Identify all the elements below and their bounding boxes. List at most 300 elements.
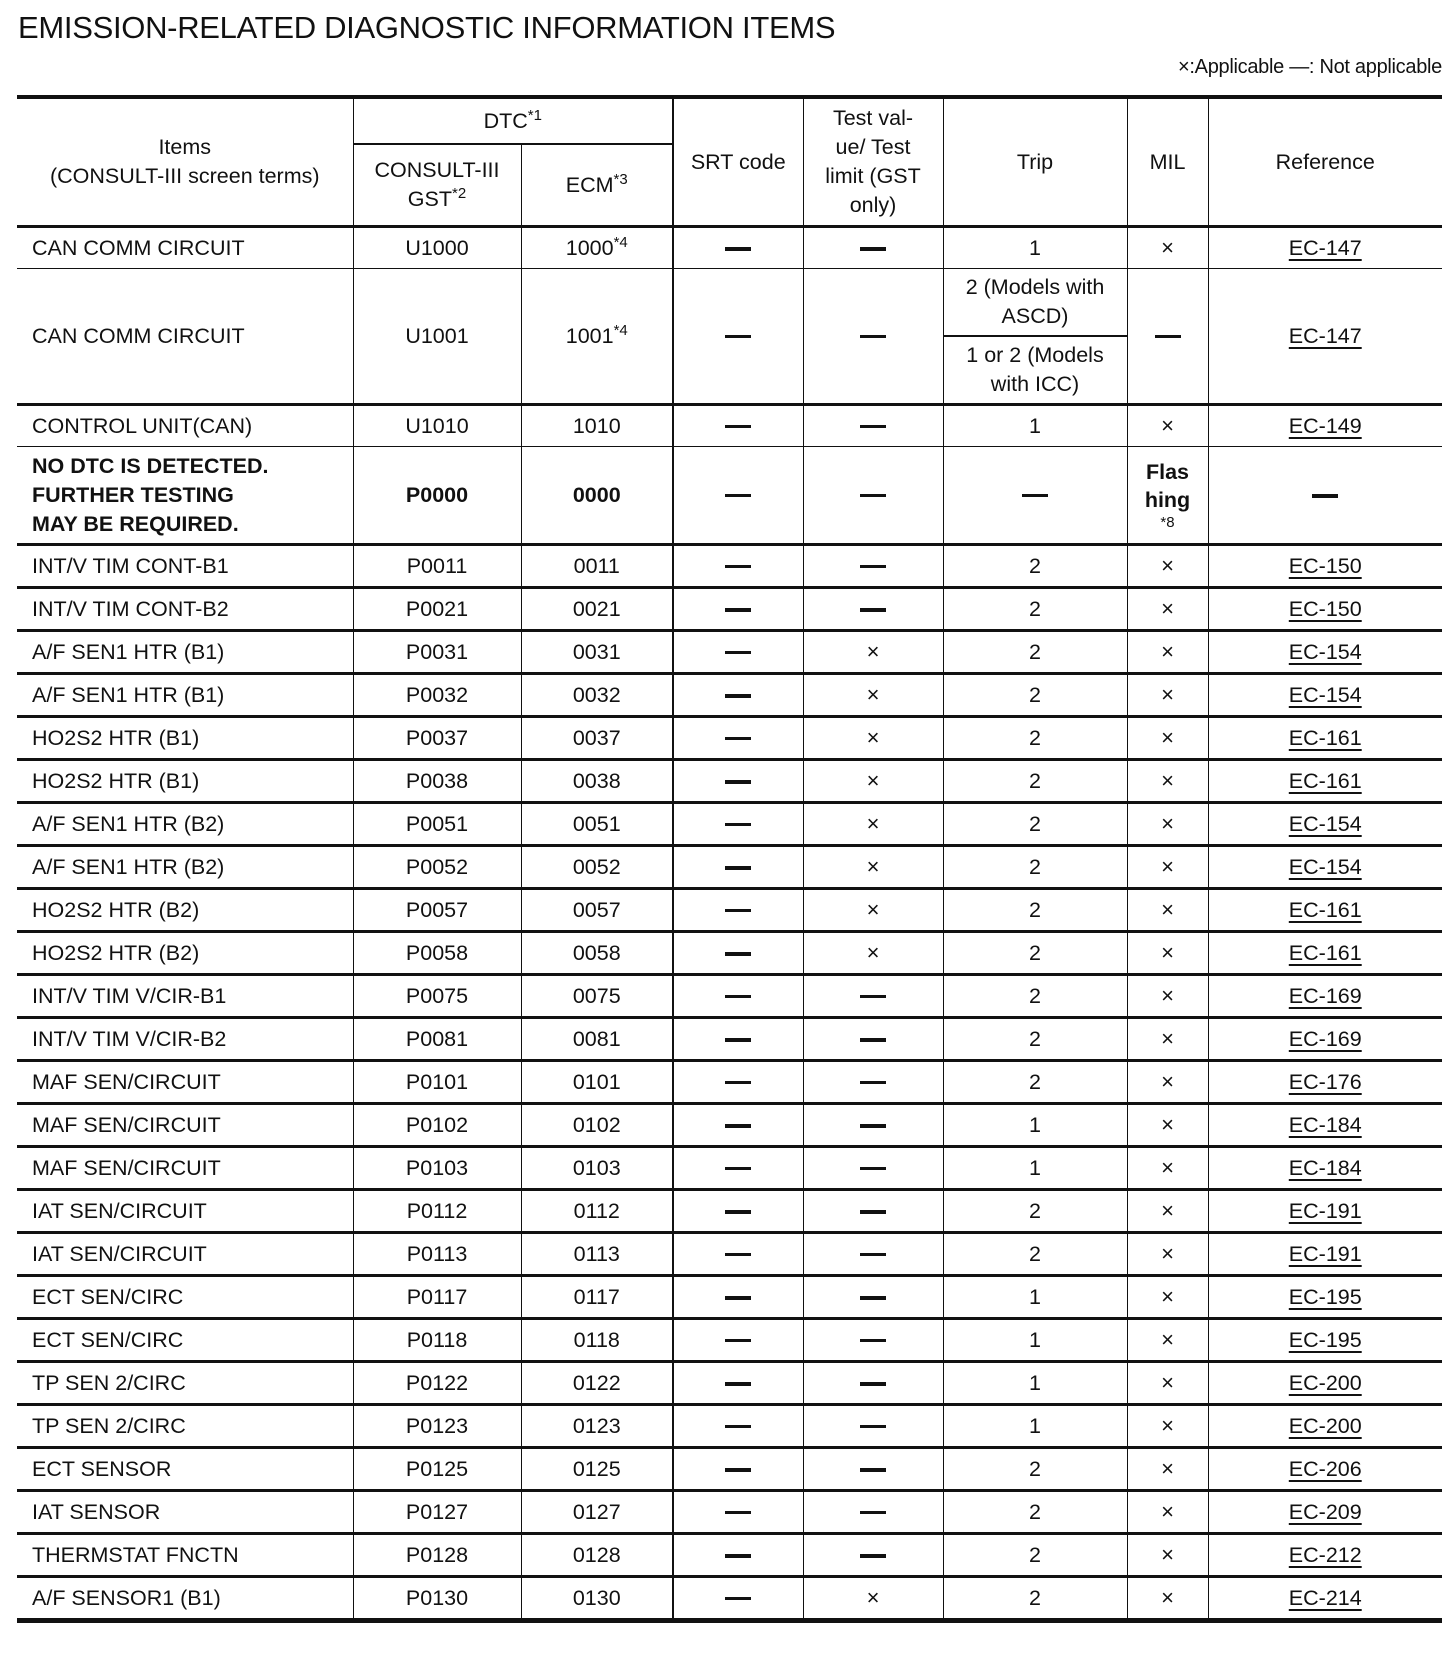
reference-link[interactable]: EC-147 [1288, 235, 1362, 260]
dash-icon [725, 425, 751, 428]
cell-item: IAT SENSOR [17, 1491, 353, 1534]
dash-icon [725, 995, 751, 998]
cell-test [803, 674, 943, 717]
table-row [17, 545, 1442, 588]
dash-icon [860, 1210, 886, 1214]
reference-link[interactable]: EC-200 [1288, 1370, 1362, 1395]
cell-consult: P0075 [353, 975, 521, 1018]
dash-icon [860, 247, 886, 251]
cell-mil [1127, 932, 1208, 975]
dash-icon [725, 1253, 751, 1256]
dash-icon [725, 694, 751, 698]
dash-icon [725, 1081, 751, 1084]
cell-consult: P0112 [353, 1190, 521, 1233]
cell-ecm: 0123 [521, 1405, 673, 1448]
cell-trip: 2 [943, 1448, 1127, 1491]
footnote-ref: *4 [613, 321, 628, 339]
header-mil: MIL [1127, 97, 1208, 227]
item-line1: NO DTC IS DETECTED. [32, 453, 269, 478]
cell-ref [1208, 1190, 1442, 1233]
cell-trip: 1 [943, 1276, 1127, 1319]
dash-icon [725, 494, 751, 497]
cell-consult: P0011 [353, 545, 521, 588]
cell-test [803, 1448, 943, 1491]
applicable-x-icon: × [1161, 1155, 1174, 1180]
applicable-x-icon: × [1161, 553, 1174, 578]
cell-mil [1127, 1104, 1208, 1147]
applicable-x-icon: × [1161, 1499, 1174, 1524]
cell-ref [1208, 1276, 1442, 1319]
cell-trip: 2 [943, 803, 1127, 846]
cell-srt [673, 588, 803, 631]
table-row [17, 674, 1442, 717]
applicable-x-icon: × [1161, 940, 1174, 965]
cell-ref [1208, 1448, 1442, 1491]
cell-srt [673, 1190, 803, 1233]
cell-ref [1208, 1362, 1442, 1405]
cell-consult: P0117 [353, 1276, 521, 1319]
cell-mil [1127, 889, 1208, 932]
cell-trip: 2 [943, 631, 1127, 674]
cell-consult: P0103 [353, 1147, 521, 1190]
applicable-x-icon: × [1161, 1198, 1174, 1223]
table-row [17, 1491, 1442, 1534]
cell-item: HO2S2 HTR (B1) [17, 717, 353, 760]
cell-item: TP SEN 2/CIRC [17, 1362, 353, 1405]
reference-link[interactable]: EC-176 [1288, 1069, 1362, 1094]
reference-link[interactable]: EC-169 [1288, 983, 1362, 1008]
dash-icon [860, 1468, 886, 1472]
cell-test [803, 631, 943, 674]
reference-link[interactable]: EC-212 [1288, 1542, 1362, 1567]
dash-icon [725, 1296, 751, 1300]
applicable-x-icon: × [1161, 1585, 1174, 1610]
cell-ecm: 0057 [521, 889, 673, 932]
cell-consult: U1010 [353, 405, 521, 447]
dash-icon [860, 1339, 886, 1342]
cell-trip: 2 [943, 674, 1127, 717]
dash-icon [860, 1253, 886, 1256]
cell-consult: P0102 [353, 1104, 521, 1147]
header-test-line3: limit (GST [825, 164, 921, 188]
cell-srt [673, 1534, 803, 1577]
cell-ref [1208, 588, 1442, 631]
cell-trip: 2 [943, 588, 1127, 631]
cell-test [803, 803, 943, 846]
reference-link[interactable]: EC-154 [1288, 854, 1362, 879]
applicable-x-icon: × [1161, 1241, 1174, 1266]
reference-link[interactable]: EC-169 [1288, 1026, 1362, 1051]
applicable-x-icon: × [1161, 1069, 1174, 1094]
cell-item: HO2S2 HTR (B1) [17, 760, 353, 803]
dash-icon [860, 494, 886, 497]
applicable-x-icon: × [1161, 639, 1174, 664]
reference-link[interactable]: EC-161 [1288, 897, 1362, 922]
table-row [17, 846, 1442, 889]
table-row [17, 1190, 1442, 1233]
cell-mil [1127, 269, 1208, 405]
cell-ecm: 0038 [521, 760, 673, 803]
reference-link[interactable]: EC-214 [1288, 1585, 1362, 1610]
cell-srt [673, 1577, 803, 1621]
applicable-x-icon: × [1161, 854, 1174, 879]
cell-ref [1208, 1018, 1442, 1061]
applicable-x-icon: × [1161, 1284, 1174, 1309]
header-items-line1: Items [158, 135, 212, 159]
cell-consult: P0113 [353, 1233, 521, 1276]
cell-srt [673, 1276, 803, 1319]
header-ecm [521, 144, 673, 227]
table-row [17, 631, 1442, 674]
cell-mil [1127, 1448, 1208, 1491]
cell-trip: 1 [943, 1405, 1127, 1448]
cell-test [803, 846, 943, 889]
cell-test [803, 1491, 943, 1534]
dash-icon [1312, 494, 1338, 498]
applicable-x-icon: × [1161, 413, 1174, 438]
table-row [17, 803, 1442, 846]
cell-consult: P0125 [353, 1448, 521, 1491]
cell-item: INT/V TIM V/CIR-B1 [17, 975, 353, 1018]
cell-srt [673, 405, 803, 447]
cell-srt [673, 269, 803, 405]
cell-item: A/F SEN1 HTR (B2) [17, 803, 353, 846]
cell-ref [1208, 447, 1442, 545]
ecm-code: 1000 [565, 235, 614, 260]
cell-ref [1208, 846, 1442, 889]
table-row [17, 269, 1442, 337]
cell-ecm: 0128 [521, 1534, 673, 1577]
cell-ref [1208, 1233, 1442, 1276]
dash-icon [725, 780, 751, 784]
applicable-x-icon: × [1161, 1112, 1174, 1137]
cell-ref [1208, 1061, 1442, 1104]
reference-link[interactable]: EC-161 [1288, 768, 1362, 793]
cell-ref [1208, 1577, 1442, 1621]
dash-icon [860, 1124, 886, 1128]
dash-icon [725, 1210, 751, 1214]
cell-ecm: 0113 [521, 1233, 673, 1276]
applicable-x-icon: × [1161, 768, 1174, 793]
cell-ecm: 0000 [521, 447, 673, 545]
cell-srt [673, 545, 803, 588]
dash-icon [725, 1597, 751, 1600]
dash-icon [1155, 335, 1181, 338]
cell-ref [1208, 1147, 1442, 1190]
cell-item: ECT SEN/CIRC [17, 1276, 353, 1319]
table-row [17, 760, 1442, 803]
cell-test [803, 1018, 943, 1061]
cell-srt [673, 717, 803, 760]
dash-icon [860, 565, 886, 568]
dash-icon [725, 737, 751, 740]
cell-trip: 1 [943, 1319, 1127, 1362]
cell-trip: 1 [943, 1362, 1127, 1405]
header-items-line2: (CONSULT-III screen terms) [49, 164, 320, 188]
cell-test [803, 1061, 943, 1104]
applicable-x-icon: × [1161, 682, 1174, 707]
cell-mil [1127, 1233, 1208, 1276]
cell-mil [1127, 803, 1208, 846]
cell-ref [1208, 545, 1442, 588]
trip-asc-text: 2 (Models with ASCD) [965, 275, 1105, 328]
header-srt: SRT code [673, 97, 803, 227]
reference-link[interactable]: EC-200 [1288, 1413, 1362, 1438]
cell-ecm: 0112 [521, 1190, 673, 1233]
table-row [17, 227, 1442, 269]
dash-icon [860, 1554, 886, 1558]
applicable-x-icon: × [866, 811, 880, 836]
header-dtc-label: DTC [483, 108, 528, 133]
cell-mil [1127, 1061, 1208, 1104]
cell-item: CAN COMM CIRCUIT [17, 227, 353, 269]
table-row [17, 1233, 1442, 1276]
cell-trip: 2 [943, 846, 1127, 889]
header-test-line1: Test val- [832, 106, 914, 130]
reference-link[interactable]: EC-184 [1288, 1112, 1362, 1137]
ecm-code: 1001 [565, 323, 614, 348]
reference-link[interactable]: EC-154 [1288, 811, 1362, 836]
dash-icon [860, 1038, 886, 1042]
cell-trip: 2 [943, 717, 1127, 760]
reference-link[interactable]: EC-191 [1288, 1241, 1362, 1266]
cell-item: A/F SEN1 HTR (B1) [17, 631, 353, 674]
cell-mil [1127, 405, 1208, 447]
dash-icon [860, 995, 886, 998]
cell-srt [673, 1405, 803, 1448]
footnote-ref: *3 [613, 170, 628, 188]
cell-consult: P0101 [353, 1061, 521, 1104]
cell-consult: P0058 [353, 932, 521, 975]
reference-link[interactable]: EC-150 [1288, 596, 1362, 621]
cell-test [803, 889, 943, 932]
cell-item: INT/V TIM V/CIR-B2 [17, 1018, 353, 1061]
cell-ref [1208, 405, 1442, 447]
dash-icon [725, 1554, 751, 1558]
table-row [17, 1018, 1442, 1061]
cell-item: INT/V TIM CONT-B1 [17, 545, 353, 588]
diagnostic-items-table [17, 95, 1442, 1623]
cell-mil [1127, 1018, 1208, 1061]
cell-ecm: 0075 [521, 975, 673, 1018]
cell-test [803, 1319, 943, 1362]
reference-link[interactable]: EC-147 [1288, 323, 1362, 348]
cell-test [803, 932, 943, 975]
cell-item: MAF SEN/CIRCUIT [17, 1147, 353, 1190]
reference-link[interactable]: EC-154 [1288, 639, 1362, 664]
cell-trip: 2 [943, 760, 1127, 803]
header-ecm-label: ECM [565, 172, 614, 197]
cell-consult: U1001 [353, 269, 521, 405]
cell-ref [1208, 1319, 1442, 1362]
cell-ecm: 0031 [521, 631, 673, 674]
dash-icon [860, 1081, 886, 1084]
reference-link[interactable]: EC-161 [1288, 725, 1362, 750]
cell-test [803, 1233, 943, 1276]
reference-link[interactable]: EC-150 [1288, 553, 1362, 578]
cell-trip: 2 [943, 1233, 1127, 1276]
applicable-x-icon: × [866, 897, 880, 922]
table-row [17, 1405, 1442, 1448]
dash-icon [725, 608, 751, 612]
applicable-x-icon: × [866, 1585, 880, 1610]
reference-link[interactable]: EC-195 [1288, 1284, 1362, 1309]
applicable-x-icon: × [1161, 897, 1174, 922]
cell-ecm: 0122 [521, 1362, 673, 1405]
cell-test [803, 1276, 943, 1319]
cell-consult: P0000 [353, 447, 521, 545]
cell-item: THERMSTAT FNCTN [17, 1534, 353, 1577]
cell-item: IAT SEN/CIRCUIT [17, 1190, 353, 1233]
cell-trip-icc [943, 336, 1127, 405]
cell-item: HO2S2 HTR (B2) [17, 932, 353, 975]
table-row [17, 1104, 1442, 1147]
cell-ecm: 0051 [521, 803, 673, 846]
applicable-x-icon: × [1161, 983, 1174, 1008]
reference-link[interactable]: EC-206 [1288, 1456, 1362, 1481]
cell-mil [1127, 1491, 1208, 1534]
applicable-x-icon: × [1161, 235, 1174, 260]
reference-link[interactable]: EC-184 [1288, 1155, 1362, 1180]
cell-trip: 1 [943, 1147, 1127, 1190]
cell-mil [1127, 1276, 1208, 1319]
cell-test [803, 1147, 943, 1190]
applicable-x-icon: × [866, 639, 880, 664]
cell-ref [1208, 717, 1442, 760]
cell-srt [673, 1491, 803, 1534]
applicable-x-icon: × [1161, 811, 1174, 836]
cell-ecm: 0118 [521, 1319, 673, 1362]
cell-test [803, 588, 943, 631]
cell-trip: 2 [943, 932, 1127, 975]
cell-ecm: 0032 [521, 674, 673, 717]
applicable-x-icon: × [1161, 1542, 1174, 1567]
cell-test [803, 1405, 943, 1448]
cell-srt [673, 1147, 803, 1190]
cell-trip: 2 [943, 1491, 1127, 1534]
cell-consult: U1000 [353, 227, 521, 269]
cell-ecm: 0130 [521, 1577, 673, 1621]
cell-ecm: 1010 [521, 405, 673, 447]
applicable-x-icon: × [1161, 1370, 1174, 1395]
cell-item: MAF SEN/CIRCUIT [17, 1061, 353, 1104]
header-trip: Trip [943, 97, 1127, 227]
cell-trip: 2 [943, 975, 1127, 1018]
cell-item: A/F SEN1 HTR (B2) [17, 846, 353, 889]
cell-consult: P0122 [353, 1362, 521, 1405]
cell-srt [673, 1448, 803, 1491]
cell-ref [1208, 803, 1442, 846]
cell-item: CONTROL UNIT(CAN) [17, 405, 353, 447]
applicable-x-icon: × [866, 768, 880, 793]
cell-item: MAF SEN/CIRCUIT [17, 1104, 353, 1147]
dash-icon [725, 1339, 751, 1342]
cell-ref [1208, 932, 1442, 975]
cell-ref [1208, 674, 1442, 717]
cell-ref [1208, 1405, 1442, 1448]
table-row [17, 1577, 1442, 1621]
cell-ecm: 0117 [521, 1276, 673, 1319]
cell-test [803, 1104, 943, 1147]
cell-item: CAN COMM CIRCUIT [17, 269, 353, 405]
reference-link[interactable]: EC-191 [1288, 1198, 1362, 1223]
cell-item: HO2S2 HTR (B2) [17, 889, 353, 932]
cell-ecm: 0037 [521, 717, 673, 760]
cell-srt [673, 846, 803, 889]
cell-ecm: 0058 [521, 932, 673, 975]
header-consult-line1: CONSULT-III [374, 158, 500, 182]
reference-link[interactable]: EC-154 [1288, 682, 1362, 707]
cell-mil [1127, 1405, 1208, 1448]
cell-mil [1127, 760, 1208, 803]
reference-link[interactable]: EC-149 [1288, 413, 1362, 438]
applicable-x-icon: × [1161, 1026, 1174, 1051]
cell-ecm: 0103 [521, 1147, 673, 1190]
cell-consult: P0057 [353, 889, 521, 932]
reference-link[interactable]: EC-161 [1288, 940, 1362, 965]
table-row [17, 975, 1442, 1018]
cell-mil [1127, 1362, 1208, 1405]
cell-ref [1208, 1104, 1442, 1147]
cell-srt [673, 447, 803, 545]
dash-icon [725, 247, 751, 251]
reference-link[interactable]: EC-209 [1288, 1499, 1362, 1524]
cell-item [17, 447, 353, 545]
page-title: EMISSION-RELATED DIAGNOSTIC INFORMATION ITEMS [18, 10, 836, 45]
cell-consult: P0130 [353, 1577, 521, 1621]
dash-icon [725, 1038, 751, 1042]
cell-item: INT/V TIM CONT-B2 [17, 588, 353, 631]
dash-icon [860, 425, 886, 428]
dash-icon [860, 1511, 886, 1514]
header-test-value [803, 97, 943, 227]
table-row [17, 1319, 1442, 1362]
cell-trip [943, 447, 1127, 545]
cell-trip: 2 [943, 545, 1127, 588]
header-dtc [353, 97, 673, 144]
dash-icon [725, 909, 751, 912]
cell-consult: P0038 [353, 760, 521, 803]
cell-ecm [521, 269, 673, 405]
footnote-ref: *1 [527, 106, 542, 124]
cell-consult: P0118 [353, 1319, 521, 1362]
cell-consult: P0031 [353, 631, 521, 674]
dash-icon [725, 1425, 751, 1428]
dash-icon [860, 1167, 886, 1170]
cell-ref [1208, 227, 1442, 269]
cell-ref [1208, 631, 1442, 674]
cell-srt [673, 803, 803, 846]
cell-ref [1208, 1491, 1442, 1534]
cell-trip: 1 [943, 405, 1127, 447]
applicable-x-icon: × [1161, 596, 1174, 621]
table-row [17, 1534, 1442, 1577]
cell-mil [1127, 1577, 1208, 1621]
cell-item: TP SEN 2/CIRC [17, 1405, 353, 1448]
reference-link[interactable]: EC-195 [1288, 1327, 1362, 1352]
cell-ecm: 0125 [521, 1448, 673, 1491]
dash-icon [860, 1425, 886, 1428]
table-row [17, 1362, 1442, 1405]
applicable-x-icon: × [1161, 725, 1174, 750]
dash-icon [725, 952, 751, 956]
cell-ecm: 0102 [521, 1104, 673, 1147]
cell-test [803, 1190, 943, 1233]
header-test-line4: only) [849, 193, 897, 217]
cell-test [803, 545, 943, 588]
cell-srt [673, 932, 803, 975]
cell-srt [673, 1018, 803, 1061]
